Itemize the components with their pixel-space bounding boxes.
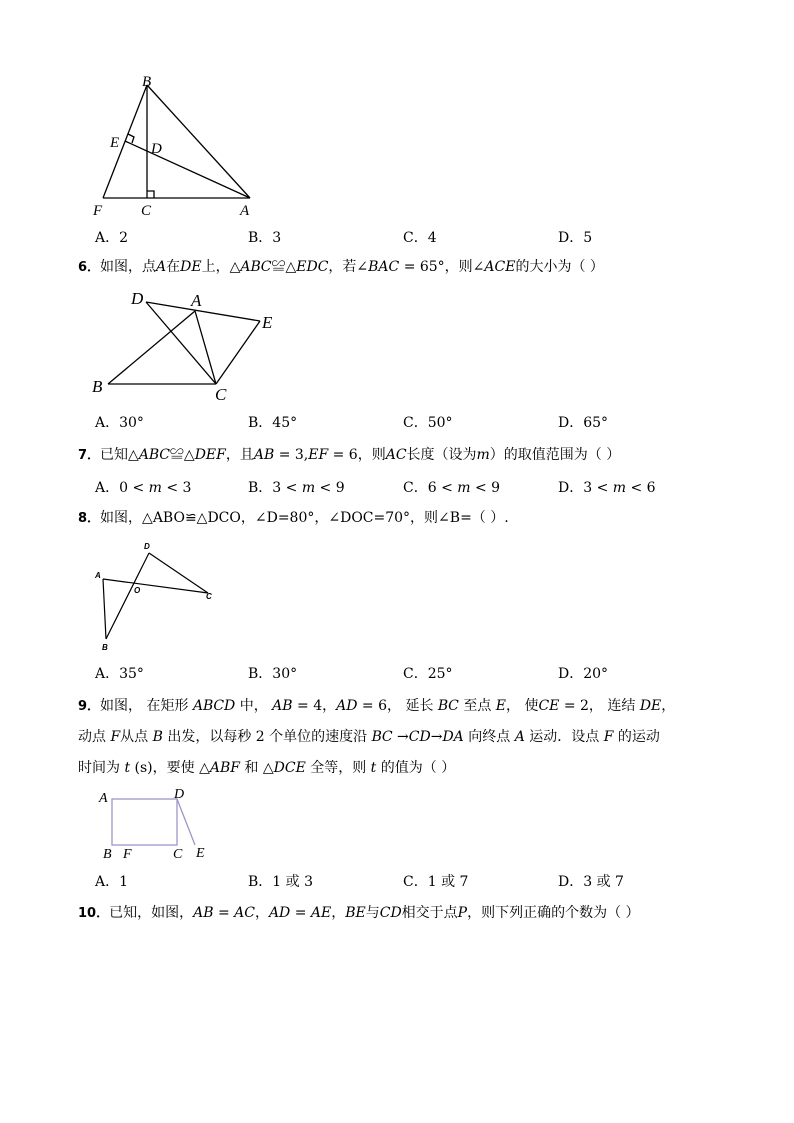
question-number: 7． <box>78 448 101 463</box>
question-text: 如图，点𝐴在𝐷𝐸上，△𝐴𝐵𝐶≌△𝐸𝐷𝐶，若∠𝐵𝐴𝐶 = 65°，则∠𝐴𝐶𝐸的大小为（ ） <box>100 259 604 275</box>
question-10 <box>78 904 640 923</box>
label-A: A <box>191 291 202 310</box>
q7-option-d: D．3 < 𝑚 < 6 <box>558 480 656 496</box>
q5-option-b: B．3 <box>248 230 282 246</box>
q9-option-a: A．1 <box>95 874 129 890</box>
question-number: 6． <box>78 260 101 275</box>
question-number: 10． <box>78 906 110 921</box>
question-8 <box>78 509 509 528</box>
label-A: A <box>95 571 101 580</box>
label-A: A <box>99 791 108 806</box>
label-F: F <box>123 847 132 862</box>
label-B: B <box>102 643 108 652</box>
question-text-line-2: 动点 𝐹从点 𝐵 出发，以每秒 2 个单位的速度沿 𝐵𝐶 →𝐶𝐷→𝐷𝐴 向终点 𝐴 运动．设点 𝐹 的运动 <box>78 729 660 745</box>
q9-option-b: B．1 或 3 <box>248 874 314 890</box>
label-B: B <box>92 377 103 396</box>
q6-option-a: A．30° <box>95 415 144 431</box>
figure-q8 <box>88 538 223 656</box>
label-B: B <box>142 75 152 90</box>
q6-option-c: C．50° <box>403 415 453 431</box>
question-7 <box>78 446 620 465</box>
q7-option-c: C．6 < 𝑚 < 9 <box>403 480 501 496</box>
q8-option-c: C．25° <box>403 666 453 682</box>
label-C: C <box>173 847 183 862</box>
question-text: 已知，如图，𝐴𝐵 = 𝐴𝐶，𝐴𝐷 = 𝐴𝐸，𝐵𝐸与𝐶𝐷相交于点𝑃，则下列正确的个数为（ ） <box>109 905 640 921</box>
q9-option-c: C．1 或 7 <box>403 874 469 890</box>
figure-q5 <box>85 75 275 220</box>
label-D: D <box>174 787 185 802</box>
label-C: C <box>141 203 152 219</box>
label-O: O <box>134 586 141 595</box>
label-C: C <box>215 385 227 404</box>
question-6 <box>78 258 604 277</box>
question-number: 9． <box>78 699 101 714</box>
q6-option-b: B．45° <box>248 415 298 431</box>
q6-option-d: D．65° <box>558 415 609 431</box>
q5-option-d: D．5 <box>558 230 593 246</box>
q5-option-a: A．2 <box>95 230 129 246</box>
label-D: D <box>144 542 150 551</box>
q8-option-d: D．20° <box>558 666 609 682</box>
figure-q6 <box>88 288 288 406</box>
figure-q9 <box>95 785 215 863</box>
label-E: E <box>196 846 205 861</box>
question-text-line-1: 如图， 在矩形 𝐴𝐵𝐶𝐷 中， 𝐴𝐵 = 4，𝐴𝐷 = 6， 延长 𝐵𝐶 至点 𝐸， 使𝐶𝐸 = 2， 连结 𝐷𝐸， <box>100 698 676 714</box>
label-F: F <box>93 203 103 219</box>
label-D: D <box>131 289 144 308</box>
q9-option-d: D．3 或 7 <box>558 874 624 890</box>
label-D: D <box>151 141 162 157</box>
q8-option-b: B．30° <box>248 666 298 682</box>
label-B: B <box>103 847 112 862</box>
q7-option-b: B．3 < 𝑚 < 9 <box>248 480 345 496</box>
label-A: A <box>240 203 250 219</box>
question-9-line-1 <box>78 697 675 716</box>
q5-option-c: C．4 <box>403 230 437 246</box>
label-E: E <box>110 135 120 151</box>
q8-option-a: A．35° <box>95 666 144 682</box>
label-E: E <box>262 313 273 332</box>
question-text-line-3: 时间为 𝑡 (s)，要使 △𝐴𝐵𝐹 和 △𝐷𝐶𝐸 全等，则 𝑡 的值为（ ） <box>78 760 456 776</box>
label-C: C <box>206 592 212 601</box>
question-number: 8． <box>78 511 101 526</box>
q7-option-a: A．0 < 𝑚 < 3 <box>95 480 192 496</box>
question-text: 已知△𝐴𝐵𝐶≌△𝐷𝐸𝐹，且𝐴𝐵 = 3,𝐸𝐹 = 6，则𝐴𝐶长度（设为𝑚）的取值范围为（ ） <box>100 447 621 463</box>
question-text: 如图，△ABO≌△DCO，∠D=80°，∠DOC=70°，则∠B=（ ）. <box>100 510 509 526</box>
